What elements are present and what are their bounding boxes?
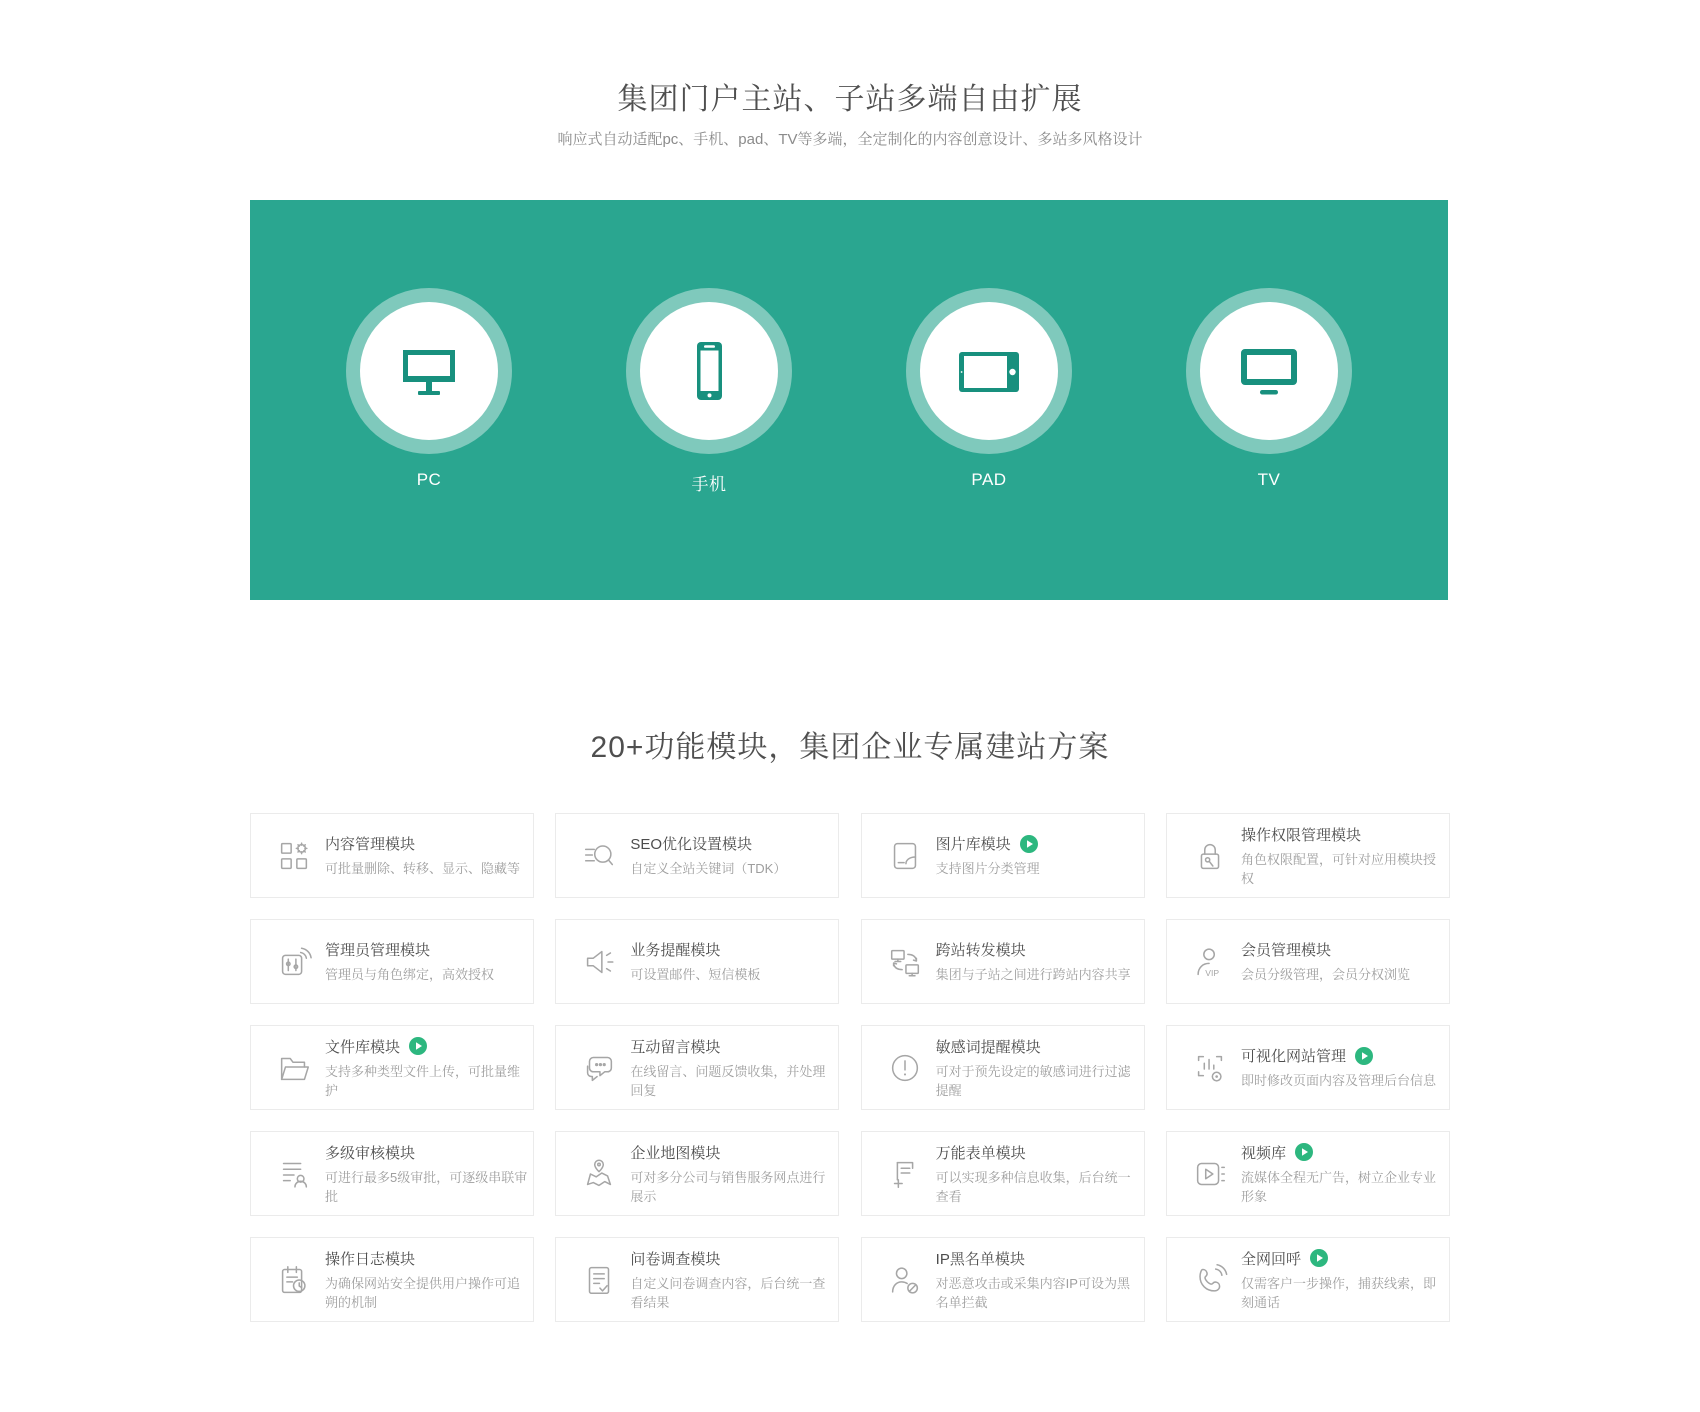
image-library-icon [886, 837, 924, 875]
module-card [555, 919, 839, 1004]
module-card [1166, 1131, 1450, 1216]
device-circle [906, 288, 1072, 454]
video-player-icon [1191, 1155, 1229, 1193]
cross-site-sync-icon [886, 943, 924, 981]
module-title: 多级审核模块 [325, 1144, 416, 1162]
module-desc: 可批量删除、转移、显示、隐藏等 [325, 861, 521, 876]
module-title: 会员管理模块 [1240, 942, 1331, 959]
module-card [1166, 1237, 1450, 1322]
module-title: 视频库 [1240, 1144, 1286, 1162]
module-title: 图片库模块 [935, 836, 1011, 853]
file-folder-icon [275, 1049, 313, 1087]
device-circle-inner [360, 302, 498, 440]
module-title: 问卷调查模块 [630, 1250, 721, 1268]
modules-section-title: 20+功能模块，集团企业专属建站方案 [590, 731, 1110, 764]
module-desc: 仅需客户一步操作，捕获线索，即刻通话 [1240, 1275, 1436, 1310]
module-title: 万能表单模块 [935, 1144, 1026, 1162]
module-card [1166, 813, 1450, 898]
module-title: 操作权限管理模块 [1240, 826, 1361, 844]
page-subtitle: 响应式自动适配pc、手机、pad、TV等多端，全定制化的内容创意设计、多站多风格设计 [557, 131, 1143, 148]
module-card [861, 1025, 1145, 1110]
device-circle-inner [1200, 302, 1338, 440]
map-pin-icon [580, 1155, 618, 1193]
module-desc: 可进行最多5级审批，可逐级串联审批 [325, 1169, 528, 1204]
module-title: 操作日志模块 [325, 1250, 416, 1268]
device-label: PC [416, 470, 442, 489]
module-desc: 可以实现多种信息收集，后台统一查看 [935, 1169, 1131, 1204]
module-title: IP黑名单模块 [935, 1250, 1025, 1268]
device-label: TV [1257, 470, 1281, 489]
module-card [555, 1131, 839, 1216]
play-video-icon[interactable] [1355, 1047, 1373, 1065]
module-card [861, 1237, 1145, 1322]
log-clock-icon [275, 1261, 313, 1299]
page-title: 集团门户主站、子站多端自由扩展 [617, 83, 1083, 116]
module-card [555, 1025, 839, 1110]
audit-document-user-icon [275, 1155, 313, 1193]
play-video-icon[interactable] [1020, 835, 1038, 853]
device-circle [1186, 288, 1352, 454]
module-title: 企业地图模块 [630, 1144, 721, 1162]
tablet-icon [953, 335, 1025, 407]
permission-lock-icon [1191, 837, 1229, 875]
module-title: SEO优化设置模块 [630, 836, 753, 853]
module-desc: 自定义全站关键词（TDK） [630, 861, 787, 876]
play-video-icon[interactable] [1295, 1143, 1313, 1161]
module-card [555, 1237, 839, 1322]
module-card [861, 919, 1145, 1004]
survey-checklist-icon [580, 1261, 618, 1299]
module-card [250, 813, 534, 898]
module-card [250, 1025, 534, 1110]
device-pc [346, 288, 512, 600]
module-card [555, 813, 839, 898]
callback-phone-icon [1191, 1261, 1229, 1299]
device-phone [626, 288, 792, 600]
visual-chart-eye-icon [1191, 1049, 1229, 1087]
module-title: 互动留言模块 [630, 1038, 721, 1056]
device-tv [1186, 288, 1352, 600]
module-desc: 即时修改页面内容及管理后台信息 [1240, 1073, 1436, 1088]
module-title: 全网回呼 [1240, 1250, 1301, 1268]
smartphone-icon [673, 335, 745, 407]
alert-exclamation-icon [886, 1049, 924, 1087]
module-desc: 会员分级管理，会员分权浏览 [1240, 967, 1410, 982]
vip-member-icon [1191, 943, 1229, 981]
device-label: 手机 [691, 475, 727, 494]
module-card [861, 1131, 1145, 1216]
play-video-icon[interactable] [409, 1037, 427, 1055]
module-desc: 自定义问卷调查内容，后台统一查看结果 [630, 1275, 826, 1310]
module-card [1166, 919, 1450, 1004]
module-desc: 可设置邮件、短信模板 [630, 967, 761, 982]
module-card [250, 1131, 534, 1216]
module-card [250, 1237, 534, 1322]
module-desc: 流媒体全程无广告，树立企业专业形象 [1240, 1169, 1436, 1204]
module-title: 可视化网站管理 [1240, 1048, 1346, 1065]
module-card [861, 813, 1145, 898]
module-card [1166, 1025, 1450, 1110]
devices-banner [250, 200, 1448, 600]
admin-settings-icon [275, 943, 313, 981]
ip-blacklist-user-icon [886, 1261, 924, 1299]
module-desc: 管理员与角色绑定，高效授权 [325, 967, 495, 982]
play-video-icon[interactable] [1310, 1249, 1328, 1267]
module-desc: 角色权限配置，可针对应用模块授权 [1240, 851, 1436, 886]
device-circle-inner [640, 302, 778, 440]
device-circle [346, 288, 512, 454]
device-label: PAD [971, 470, 1007, 489]
module-desc: 为确保网站安全提供用户操作可追朔的机制 [325, 1275, 521, 1310]
module-desc: 集团与子站之间进行跨站内容共享 [935, 967, 1131, 982]
module-title: 内容管理模块 [325, 836, 416, 853]
module-title: 业务提醒模块 [630, 942, 721, 959]
notification-speaker-icon [580, 943, 618, 981]
seo-search-icon [580, 837, 618, 875]
module-title: 敏感词提醒模块 [935, 1038, 1041, 1056]
device-circle [626, 288, 792, 454]
module-desc: 对恶意攻击或采集内容IP可设为黑名单拦截 [935, 1275, 1130, 1310]
module-desc: 在线留言、问题反馈收集，并处理回复 [630, 1063, 826, 1098]
module-title: 文件库模块 [325, 1038, 401, 1056]
module-card [250, 919, 534, 1004]
device-pad [906, 288, 1072, 600]
module-desc: 支持图片分类管理 [935, 861, 1040, 876]
device-circle-inner [920, 302, 1058, 440]
module-title: 跨站转发模块 [935, 942, 1026, 959]
module-title: 管理员管理模块 [325, 942, 431, 959]
form-plus-icon [886, 1155, 924, 1193]
chat-bubbles-icon [580, 1049, 618, 1087]
tv-icon [1233, 335, 1305, 407]
modules-grid [250, 813, 1450, 1322]
module-desc: 可对多分公司与销售服务网点进行展示 [630, 1169, 826, 1204]
content-modules-icon [275, 837, 313, 875]
pc-monitor-icon [393, 335, 465, 407]
svg-text:VIP: VIP [1205, 967, 1220, 978]
module-desc: 支持多种类型文件上传，可批量维护 [325, 1063, 521, 1098]
module-desc: 可对于预先设定的敏感词进行过滤提醒 [935, 1063, 1131, 1098]
